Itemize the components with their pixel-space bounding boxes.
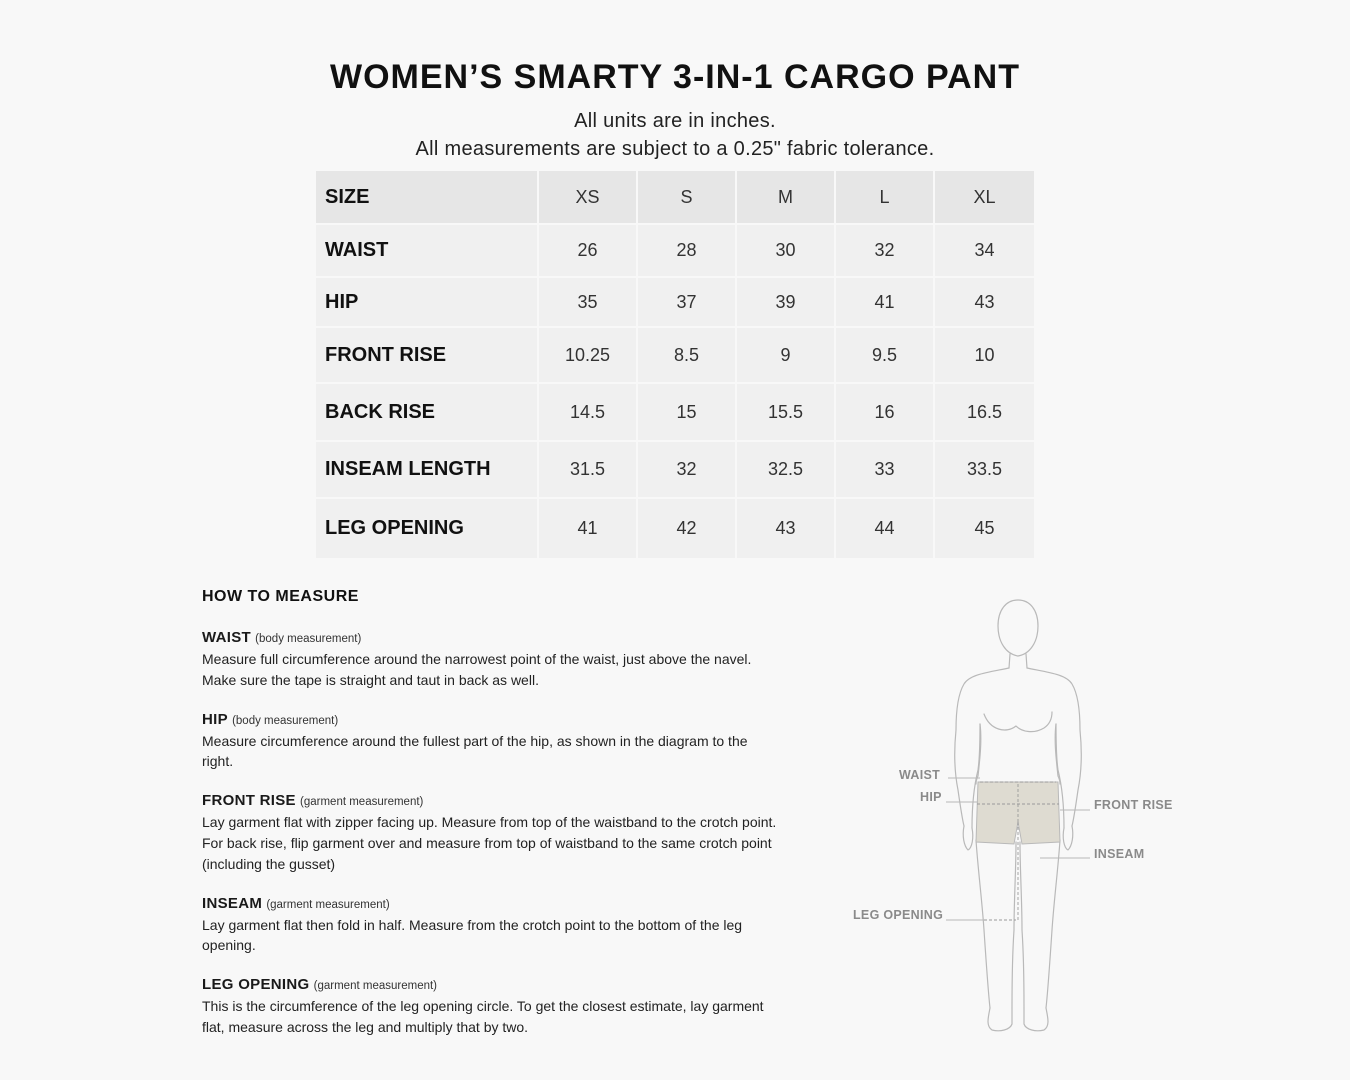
table-cell: 9 — [736, 327, 835, 383]
column-header: XL — [934, 171, 1034, 224]
measure-kind: (body measurement) — [255, 633, 362, 645]
units-note: All units are in inches. — [574, 110, 776, 132]
table-cell: 35 — [538, 277, 637, 327]
how-to-measure-section — [202, 588, 782, 1057]
table-cell: 42 — [637, 498, 736, 558]
measure-description: Lay garment flat with zipper facing up. Measure from top of the waistband to the crotch point. For back rise, flip garment over and measure from top of waistband to the same crotch point (including the gusset) — [202, 814, 777, 872]
table-cell: 10.25 — [538, 327, 637, 383]
measure-kind: (garment measurement) — [300, 796, 424, 809]
row-label: HIP — [325, 290, 359, 313]
table-cell: 32 — [637, 441, 736, 498]
table-cell: 31.5 — [538, 441, 637, 498]
table-cell: 32.5 — [736, 441, 835, 498]
table-cell: 41 — [835, 277, 934, 327]
table-header-row — [316, 171, 1034, 224]
table-cell: 10 — [934, 327, 1034, 383]
table-cell: 43 — [934, 277, 1034, 327]
label-inseam: INSEAM — [1094, 847, 1145, 861]
label-leg-opening: LEG OPENING — [853, 908, 944, 922]
table-row — [316, 277, 1034, 327]
table-cell: 16 — [835, 383, 934, 441]
table-cell: 30 — [736, 224, 835, 277]
table-row — [316, 224, 1034, 277]
body-figure-icon — [840, 590, 1200, 1040]
table-cell: 37 — [637, 277, 736, 327]
measure-item-inseam — [202, 894, 782, 957]
measure-description: This is the circumference of the leg opening circle. To get the closest estimate, lay garment flat, measure across the leg and multiply that by two. — [202, 998, 764, 1035]
row-label: WAIST — [325, 239, 389, 261]
measure-item-front-rise — [202, 791, 782, 874]
column-header: M — [736, 171, 835, 224]
table-cell: 39 — [736, 277, 835, 327]
table-cell: 33.5 — [934, 441, 1034, 498]
table-cell: 33 — [835, 441, 934, 498]
measure-description: Measure full circumference around the narrowest point of the waist, just above the navel. Make sure the tape is straight and taut in back as well. — [202, 651, 752, 688]
measure-item-leg-opening — [202, 975, 782, 1038]
label-front-rise: FRONT RISE — [1094, 798, 1173, 812]
section-heading: HOW TO MEASURE — [202, 588, 359, 605]
label-waist: WAIST — [899, 768, 941, 782]
table-cell: 15 — [637, 383, 736, 441]
column-header: SIZE — [325, 185, 370, 208]
row-label: LEG OPENING — [325, 517, 464, 539]
table-row — [316, 498, 1034, 558]
measure-item-hip — [202, 710, 782, 773]
measure-kind: (body measurement) — [232, 714, 339, 727]
table-row — [316, 327, 1034, 383]
measure-name: FRONT RISE — [202, 792, 296, 810]
table-row — [316, 441, 1034, 498]
measure-name: INSEAM — [202, 894, 263, 912]
tolerance-note: All measurements are subject to a 0.25" fabric tolerance. — [415, 138, 935, 160]
column-header: S — [637, 171, 736, 224]
measure-kind: (garment measurement) — [266, 898, 390, 911]
table-cell: 41 — [538, 498, 637, 558]
table-cell: 26 — [538, 224, 637, 277]
table-cell: 14.5 — [538, 383, 637, 441]
table-cell: 44 — [835, 498, 934, 558]
row-label: BACK RISE — [325, 400, 436, 423]
measure-description: Measure circumference around the fullest part of the hip, as shown in the diagram to the right. — [202, 732, 748, 770]
table-cell: 28 — [637, 224, 736, 277]
table-row — [316, 383, 1034, 441]
table-cell: 16.5 — [934, 383, 1034, 441]
measure-description: Lay garment flat then fold in half. Measure from the crotch point to the bottom of the leg opening. — [202, 916, 743, 954]
table-cell: 8.5 — [637, 327, 736, 383]
table-cell: 15.5 — [736, 383, 835, 441]
column-header: L — [835, 171, 934, 224]
table-cell: 32 — [835, 224, 934, 277]
measure-name: HIP — [202, 710, 228, 728]
row-label: FRONT RISE — [325, 343, 447, 366]
table-cell: 45 — [934, 498, 1034, 558]
table-cell: 34 — [934, 224, 1034, 277]
measure-kind: (garment measurement) — [313, 980, 438, 993]
row-label: INSEAM LENGTH — [325, 458, 491, 480]
table-cell: 9.5 — [835, 327, 934, 383]
page-title: WOMEN’S SMARTY 3-IN-1 CARGO PANT — [330, 58, 1020, 96]
column-header: XS — [538, 171, 637, 224]
measure-name: LEG OPENING — [202, 976, 310, 994]
measure-name: WAIST — [202, 629, 251, 646]
size-chart-table — [316, 171, 1034, 558]
measurement-diagram — [840, 590, 1200, 1040]
label-hip: HIP — [920, 790, 942, 804]
measure-item-waist — [202, 628, 782, 691]
table-cell: 43 — [736, 498, 835, 558]
